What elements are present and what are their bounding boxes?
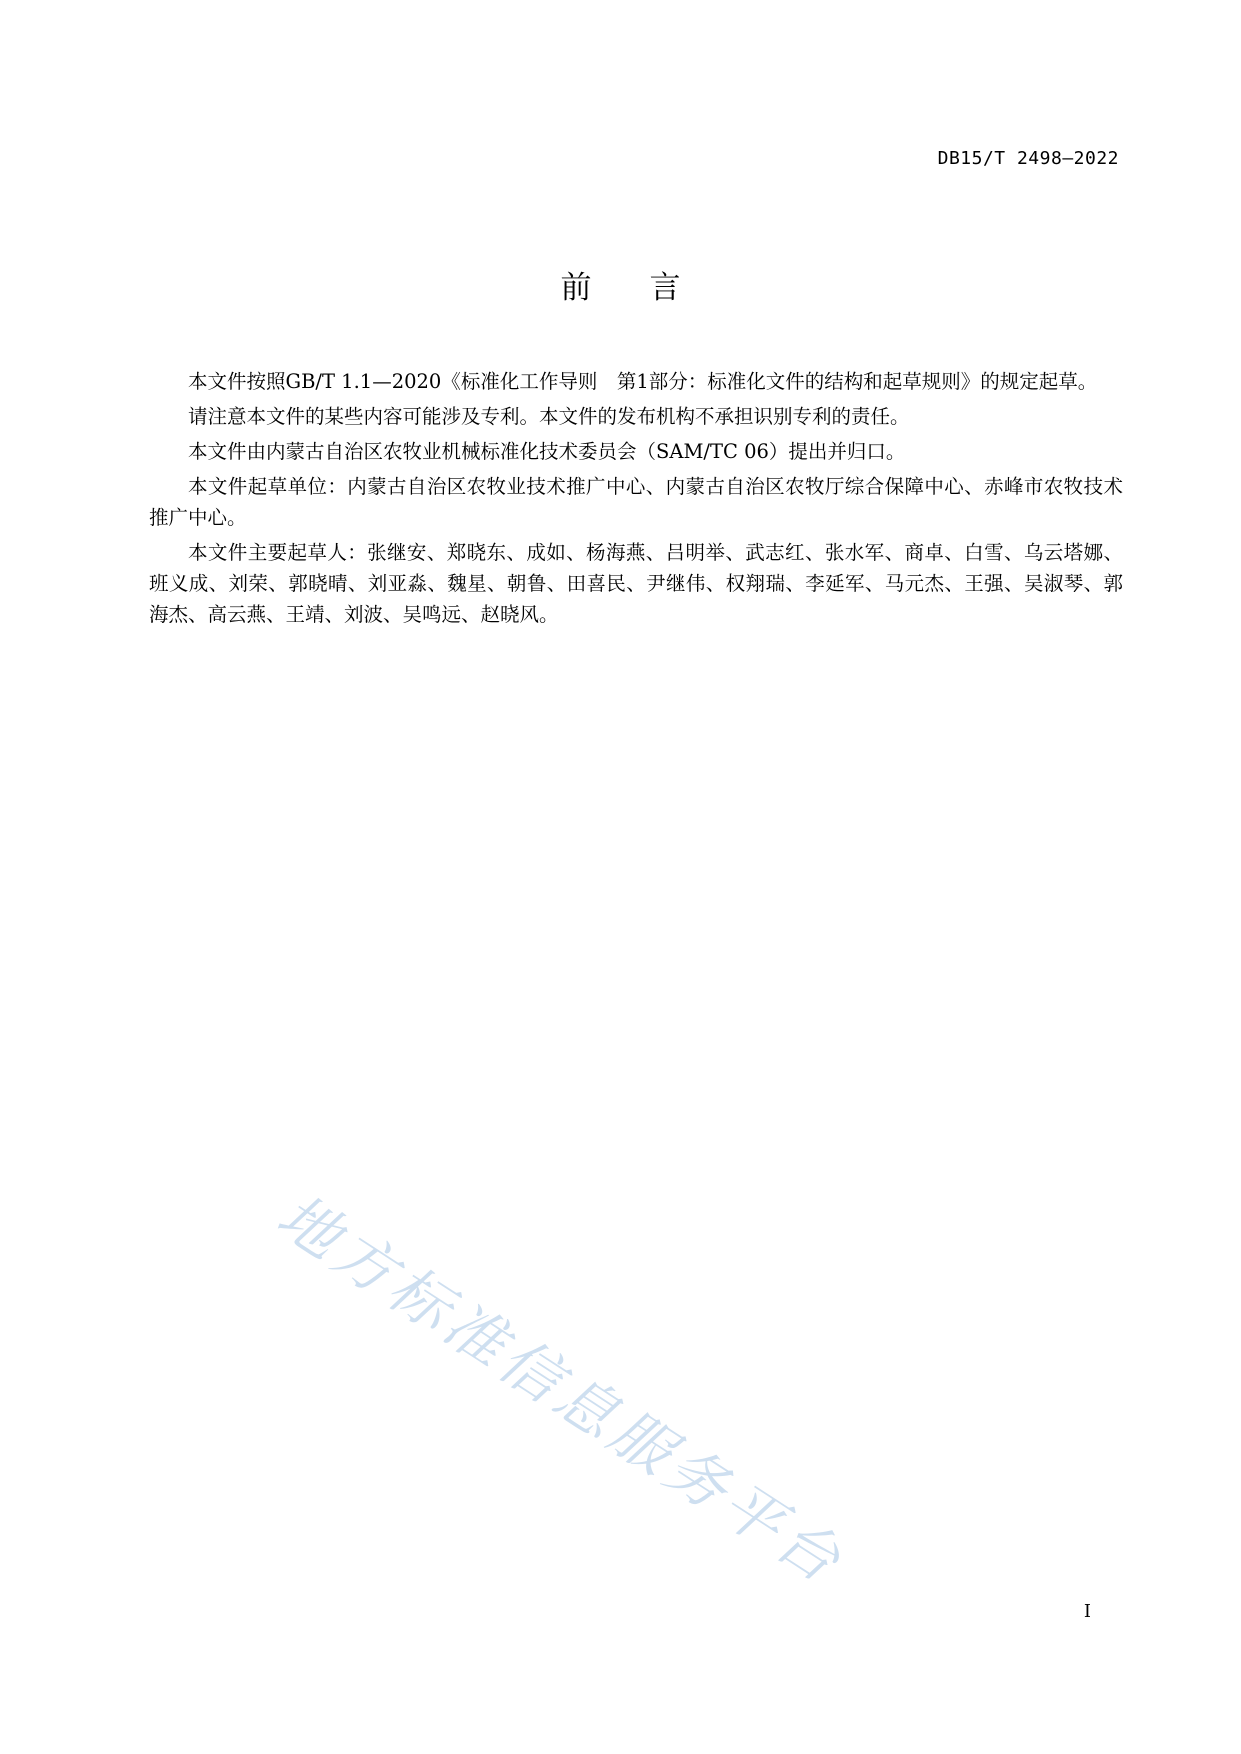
paragraph-drafting-basis: 本文件按照GB/T 1.1—2020《标准化工作导则 第1部分：标准化文件的结构和起草规则》的规定起草。 [188,370,1098,393]
paragraph-drafters: 本文件主要起草人：张继安、郑晓东、成如、杨海燕、吕明举、武志红、张水军、商卓、白雪、乌云塔娜、班义成、刘荣、郭晓晴、刘亚淼、魏星、朝鲁、田喜民、尹继伟、权翔瑞、李延军、马元杰、王强、吴淑琴、郭海杰、高云燕、王靖、刘波、吴鸣远、赵晓风。 [149,541,1123,626]
paragraph-patent-notice: 请注意本文件的某些内容可能涉及专利。本文件的发布机构不承担识别专利的责任。 [188,405,910,428]
paragraph-proposer: 本文件由内蒙古自治区农牧业机械标准化技术委员会（SAM/TC 06）提出并归口。 [188,440,906,463]
page-number: I [1083,1601,1091,1622]
paragraph-drafting-units: 本文件起草单位：内蒙古自治区农牧业技术推广中心、内蒙古自治区农牧厅综合保障中心、赤峰市农牧技术推广中心。 [149,475,1123,529]
page-title: 前言 [560,270,739,306]
watermark: 地方标准信息服务平台 [264,1180,857,1600]
foreword-body [149,366,1123,634]
document-code: DB15/T 2498—2022 [937,148,1119,169]
